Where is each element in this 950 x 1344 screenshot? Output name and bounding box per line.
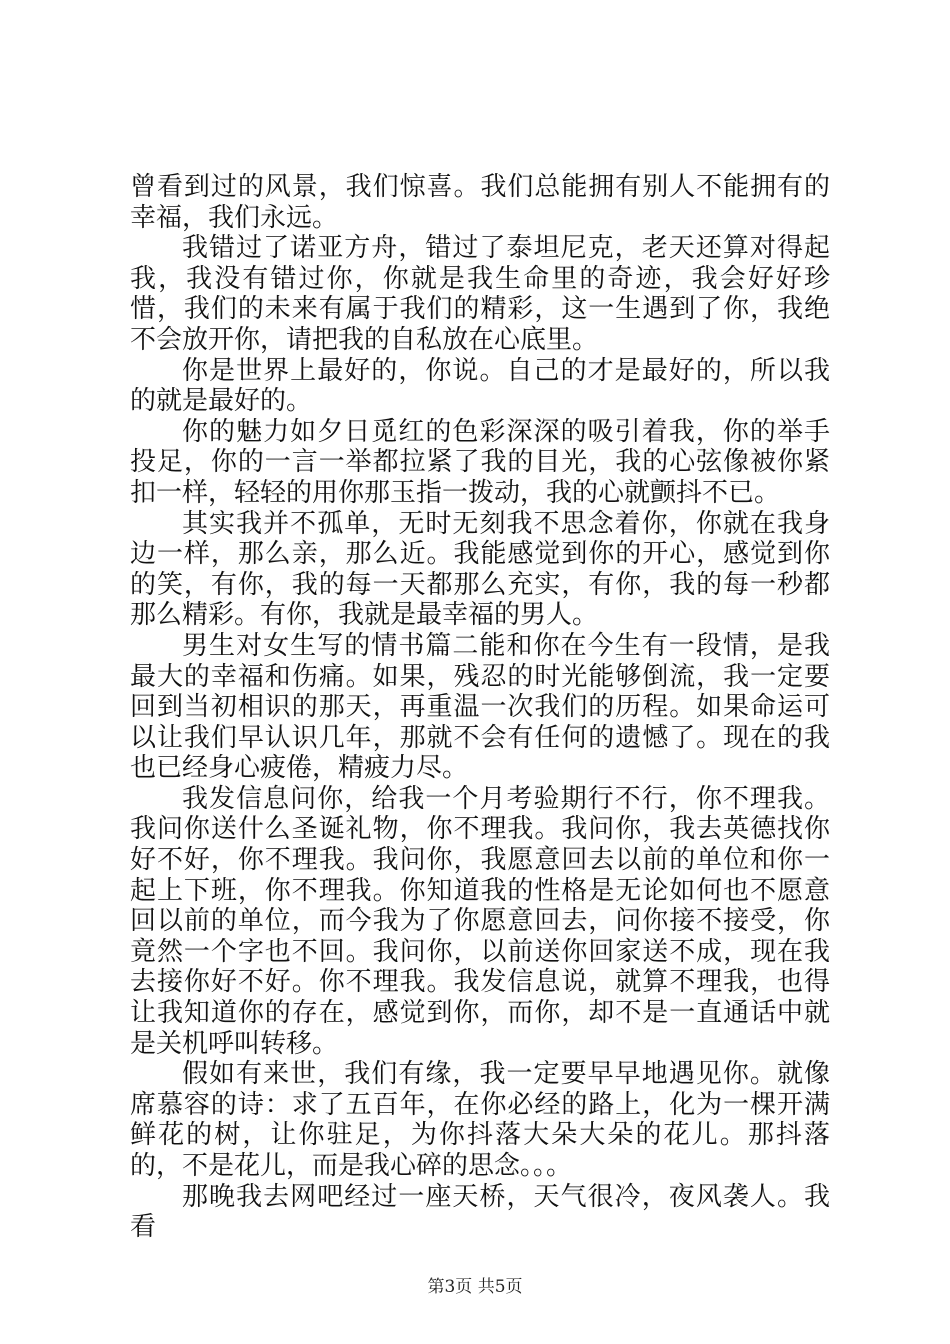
paragraph-4: 你的魅力如夕日觅红的色彩深深的吸引着我，你的举手投足，你的一言一举都拉紧了我的目光，我的心弦像被你紧扣一样，轻轻的用你那玉指一拨动，我的心就颤抖不已。 — [130, 416, 830, 508]
paragraph-5: 其实我并不孤单，无时无刻我不思念着你，你就在我身边一样，那么亲，那么近。我能感觉到你的开心，感觉到你的笑，有你，我的每一天都那么充实，有你，我的每一秒都那么精彩。有你，我就是最幸福的男人。 — [130, 508, 830, 631]
paragraph-1: 曾看到过的风景，我们惊喜。我们总能拥有别人不能拥有的幸福，我们永远。 — [130, 172, 830, 233]
paragraph-3: 你是世界上最好的，你说。自己的才是最好的，所以我的就是最好的。 — [130, 355, 830, 417]
paragraph-8: 假如有来世，我们有缘，我一定要早早地遇见你。就像席慕容的诗：求了五百年，在你必经的路上，化为一棵开满鲜花的树，让你驻足，为你抖落大朵大朵的花儿。那抖落的，不是花儿，而是我心碎的思念。。。 — [130, 1059, 830, 1181]
page-footer: 第3页 共5页 — [427, 1277, 523, 1297]
paragraph-2: 我错过了诺亚方舟，错过了泰坦尼克，老天还算对得起我，我没有错过你，你就是我生命里的奇迹，我会好好珍惜，我们的未来有属于我们的精彩，这一生遇到了你，我绝不会放开你，请把我的自私放在心底里。 — [130, 233, 830, 355]
document-body — [130, 172, 830, 1243]
paragraph-7: 我发信息问你，给我一个月考验期行不行，你不理我。我问你送什么圣诞礼物，你不理我。我问你，我去英德找你好不好，你不理我。我问你，我愿意回去以前的单位和你一起上下班，你不理我。你知道我的性格是无论如何也不愿意回以前的单位，而今我为了你愿意回去，问你接不接受，你竟然一个字也不回。我问你，以前送你回家送不成，现在我去接你好不好。你不理我。我发信息说，就算不理我，也得让我知道你的存在，感觉到你，而你，却不是一直通话中就是关机呼叫转移。 — [130, 783, 830, 1059]
paragraph-9: 那晚我去网吧经过一座天桥，天气很冷，夜风袭人。我看 — [130, 1181, 830, 1243]
paragraph-6: 男生对女生写的情书篇二能和你在今生有一段情，是我最大的幸福和伤痛。如果，残忍的时光能够倒流，我一定要回到当初相识的那天，再重温一次我们的历程。如果命运可以让我们早认识几年，那就不会有任何的遗憾了。现在的我也已经身心疲倦，精疲力尽。 — [130, 630, 830, 784]
